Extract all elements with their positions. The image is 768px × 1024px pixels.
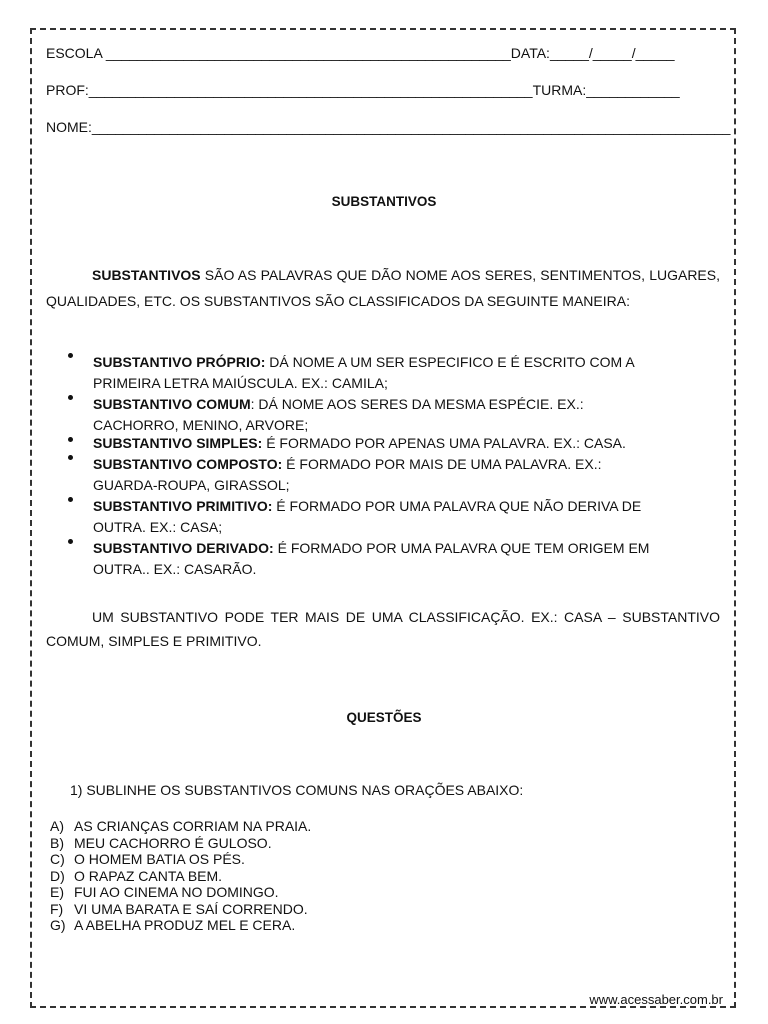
list-item <box>46 536 706 578</box>
alternative-item <box>50 901 311 918</box>
alternative-letter: G) <box>50 917 66 933</box>
item-text-cont: OUTRA.. EX.: CASARÃO. <box>93 561 257 577</box>
alternative-text: FUI AO CINEMA NO DOMINGO. <box>74 884 279 900</box>
alternative-letter: F) <box>50 900 64 917</box>
item-text-cont: CACHORRO, MENINO, ARVORE; <box>93 417 309 433</box>
bullet-icon <box>68 353 73 358</box>
alternative-text: AS CRIANÇAS CORRIAM NA PRAIA. <box>74 818 312 834</box>
list-item <box>46 392 706 434</box>
alternative-item <box>50 917 311 934</box>
alternatives-list <box>50 818 311 934</box>
intro-paragraph <box>46 262 720 314</box>
classification-list <box>46 350 706 578</box>
alternative-item <box>50 851 311 868</box>
prof-turma-line[interactable]: PROF:_________________________________________________________TURMA:____________ <box>46 82 680 98</box>
item-text: DÁ NOME A UM SER ESPECIFICO E É ESCRITO COM A <box>265 354 635 370</box>
questions-title: QUESTÕES <box>346 710 422 725</box>
alternative-letter: C) <box>50 851 65 867</box>
list-item <box>46 434 706 452</box>
page-title: SUBSTANTIVOS <box>331 194 437 209</box>
alternative-letter: A) <box>50 818 64 834</box>
alternative-item <box>50 818 311 835</box>
item-text: É FORMADO POR UMA PALAVRA QUE TEM ORIGEM EM <box>273 540 650 556</box>
list-item <box>46 452 706 494</box>
note-paragraph <box>46 605 720 653</box>
bullet-icon <box>68 395 73 400</box>
alternative-item <box>50 835 311 852</box>
alternative-text: MEU CACHORRO É GULOSO. <box>74 834 272 851</box>
alternative-letter: D) <box>50 867 65 884</box>
item-text-cont: OUTRA. EX.: CASA; <box>93 519 223 535</box>
item-term: SUBSTANTIVO PRÓPRIO: <box>93 354 266 370</box>
alternative-text: O HOMEM BATIA OS PÉS. <box>74 851 245 867</box>
bullet-icon <box>68 437 73 442</box>
alternative-text: VI UMA BARATA E SAÍ CORRENDO. <box>74 900 308 917</box>
item-text-cont: PRIMEIRA LETRA MAIÚSCULA. EX.: CAMILA; <box>93 375 388 391</box>
item-text: É FORMADO POR UMA PALAVRA QUE NÃO DERIVA DE <box>272 498 642 514</box>
alternative-letter: B) <box>50 834 64 851</box>
bullet-icon <box>68 455 73 460</box>
item-term: SUBSTANTIVO SIMPLES: <box>93 435 263 451</box>
item-term: SUBSTANTIVO PRIMITIVO: <box>93 498 273 514</box>
note-text: UM SUBSTANTIVO PODE TER MAIS DE UMA CLASSIFICAÇÃO. EX.: CASA – SUBSTANTIVO COMUM, SIMPLES E PRIMITIVO. <box>46 609 720 649</box>
item-text: É FORMADO POR MAIS DE UMA PALAVRA. EX.: <box>282 456 602 472</box>
nome-line[interactable]: NOME:__________________________________________________________________________________ <box>46 119 731 135</box>
alternative-item <box>50 884 311 901</box>
escola-date-line[interactable]: ESCOLA ____________________________________________________DATA:_____/_____/_____ <box>46 45 675 61</box>
alternative-letter: E) <box>50 884 64 900</box>
alternative-text: A ABELHA PRODUZ MEL E CERA. <box>74 917 296 933</box>
bullet-icon <box>68 539 73 544</box>
item-term: SUBSTANTIVO COMPOSTO: <box>93 456 283 472</box>
item-term: SUBSTANTIVO COMUM <box>93 396 251 412</box>
intro-text: SÃO AS PALAVRAS QUE DÃO NOME AOS SERES, SENTIMENTOS, LUGARES, QUALIDADES, ETC. OS SUBSTANTIVOS SÃO CLASSIFICADOS DA SEGUINTE MANEIRA: <box>46 267 720 309</box>
list-item <box>46 350 706 392</box>
footer-url[interactable]: www.acessaber.com.br <box>589 992 723 1007</box>
item-text: É FORMADO POR APENAS UMA PALAVRA. EX.: CASA. <box>262 435 626 451</box>
bullet-icon <box>68 497 73 502</box>
item-text-cont: GUARDA-ROUPA, GIRASSOL; <box>93 477 290 493</box>
alternative-text: O RAPAZ CANTA BEM. <box>74 867 223 884</box>
item-text: : DÁ NOME AOS SERES DA MESMA ESPÉCIE. EX.: <box>250 396 584 412</box>
question-1: 1) SUBLINHE OS SUBSTANTIVOS COMUNS NAS ORAÇÕES ABAIXO: <box>70 782 524 798</box>
alternative-item <box>50 868 311 885</box>
list-item <box>46 494 706 536</box>
intro-bold: SUBSTANTIVOS <box>92 267 201 283</box>
item-term: SUBSTANTIVO DERIVADO: <box>93 540 274 556</box>
